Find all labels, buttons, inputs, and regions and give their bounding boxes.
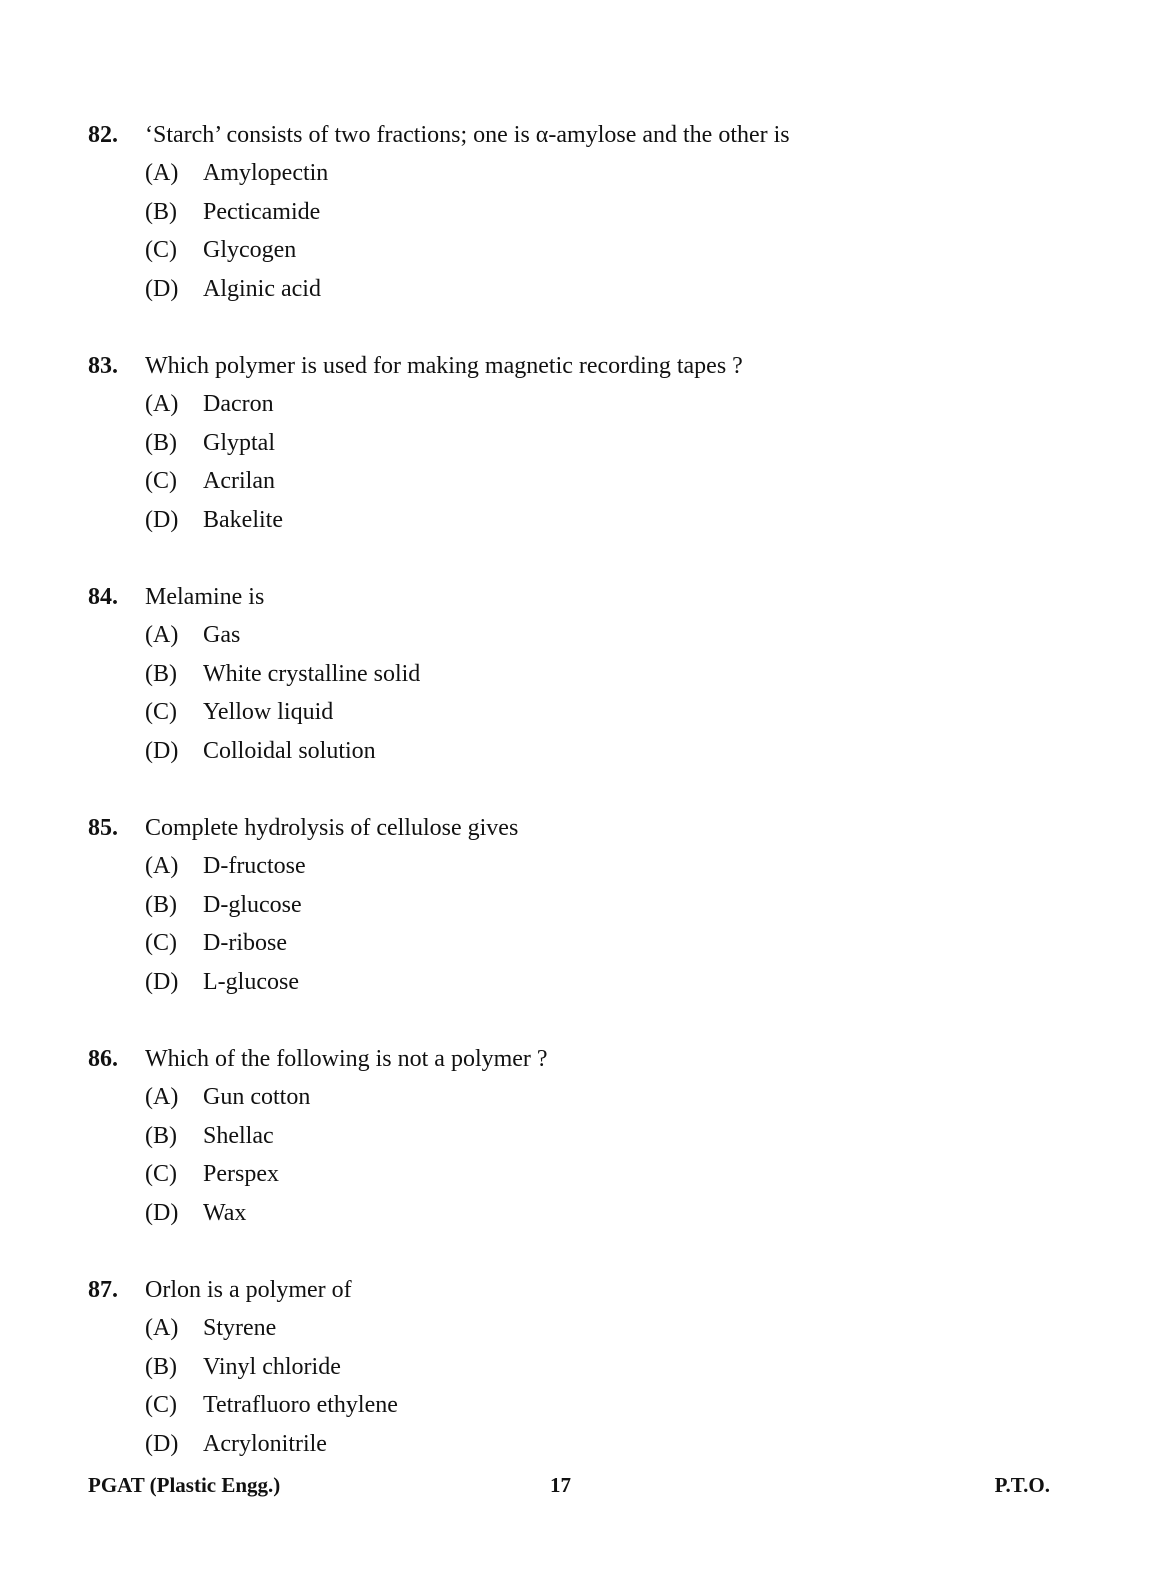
question-84 (88, 578, 1088, 771)
question-header (88, 578, 1088, 616)
option-label: (C) (145, 930, 177, 957)
option-label: (A) (145, 1084, 179, 1110)
option-label: (B) (145, 198, 177, 225)
option-b (88, 193, 1088, 232)
question-number: 87. (88, 1277, 118, 1303)
option-text: Glycogen (203, 237, 297, 264)
page-footer (88, 1468, 1050, 1502)
option-d (88, 963, 1088, 1002)
question-header (88, 116, 1088, 154)
question-header (88, 1040, 1088, 1078)
option-text: Acrilan (203, 468, 275, 495)
option-label: (C) (145, 1392, 177, 1419)
question-text: Which polymer is used for making magnetic recording tapes ? (145, 353, 743, 379)
option-text: Amylopectin (203, 160, 329, 186)
option-d (88, 1425, 1088, 1464)
option-label: (B) (145, 660, 177, 687)
option-text: Bakelite (203, 507, 283, 534)
option-label: (C) (145, 468, 177, 495)
option-a (88, 616, 1088, 655)
option-label: (A) (145, 853, 179, 879)
question-85 (88, 809, 1088, 1002)
option-c (88, 693, 1088, 732)
option-label: (D) (145, 1200, 179, 1227)
option-text: Alginic acid (203, 276, 321, 303)
option-label: (B) (145, 1122, 177, 1149)
question-text: Melamine is (145, 584, 265, 610)
question-number: 83. (88, 353, 118, 379)
option-label: (D) (145, 507, 179, 534)
question-82 (88, 116, 1088, 309)
option-label: (A) (145, 622, 179, 648)
option-a (88, 1309, 1088, 1348)
option-b (88, 886, 1088, 925)
option-b (88, 424, 1088, 463)
option-b (88, 1348, 1088, 1387)
option-d (88, 501, 1088, 540)
question-number: 82. (88, 122, 118, 148)
question-text: Complete hydrolysis of cellulose gives (145, 815, 519, 841)
option-label: (A) (145, 1315, 179, 1341)
option-text: D-ribose (203, 930, 287, 957)
question-header (88, 1271, 1088, 1309)
option-text: Tetrafluoro ethylene (203, 1392, 398, 1419)
option-a (88, 154, 1088, 193)
option-label: (D) (145, 738, 179, 765)
option-text: Colloidal solution (203, 738, 376, 765)
option-d (88, 1194, 1088, 1233)
question-86 (88, 1040, 1088, 1233)
pto-label: P.T.O. (994, 1473, 1050, 1497)
option-text: White crystalline solid (203, 660, 421, 687)
option-text: Pecticamide (203, 198, 321, 225)
question-83 (88, 347, 1088, 540)
option-text: Dacron (203, 391, 274, 417)
option-c (88, 1386, 1088, 1425)
option-c (88, 924, 1088, 963)
question-87 (88, 1271, 1088, 1464)
option-label: (C) (145, 1161, 177, 1188)
option-b (88, 1117, 1088, 1156)
option-label: (B) (145, 891, 177, 918)
option-label: (B) (145, 429, 177, 456)
option-label: (D) (145, 276, 179, 303)
option-a (88, 385, 1088, 424)
option-c (88, 231, 1088, 270)
option-text: Perspex (203, 1161, 279, 1188)
option-text: Vinyl chloride (203, 1353, 341, 1380)
option-d (88, 732, 1088, 771)
option-label: (C) (145, 699, 177, 726)
option-label: (A) (145, 160, 179, 186)
question-text: Which of the following is not a polymer ? (145, 1046, 548, 1072)
question-header (88, 809, 1088, 847)
option-c (88, 1155, 1088, 1194)
option-text: D-glucose (203, 891, 302, 918)
option-label: (D) (145, 1431, 179, 1458)
exam-title: PGAT (Plastic Engg.) (88, 1473, 281, 1497)
option-text: L-glucose (203, 969, 299, 996)
option-label: (B) (145, 1353, 177, 1380)
question-text: Orlon is a polymer of (145, 1277, 352, 1303)
option-text: Gas (203, 622, 241, 648)
option-text: Shellac (203, 1122, 274, 1149)
question-number: 86. (88, 1046, 118, 1072)
option-c (88, 462, 1088, 501)
option-text: Yellow liquid (203, 699, 334, 726)
option-d (88, 270, 1088, 309)
question-number: 84. (88, 584, 118, 610)
option-text: Gun cotton (203, 1084, 311, 1110)
question-number: 85. (88, 815, 118, 841)
option-text: Acrylonitrile (203, 1431, 327, 1458)
option-b (88, 655, 1088, 694)
option-a (88, 1078, 1088, 1117)
option-text: Glyptal (203, 429, 275, 456)
page-number: 17 (550, 1473, 571, 1497)
option-text: Styrene (203, 1315, 277, 1341)
question-text: ‘Starch’ consists of two fractions; one is α-amylose and the other is (145, 122, 790, 148)
option-text: Wax (203, 1200, 247, 1227)
option-a (88, 847, 1088, 886)
option-label: (D) (145, 969, 179, 996)
option-text: D-fructose (203, 853, 306, 879)
option-label: (A) (145, 391, 179, 417)
option-label: (C) (145, 237, 177, 264)
question-header (88, 347, 1088, 385)
